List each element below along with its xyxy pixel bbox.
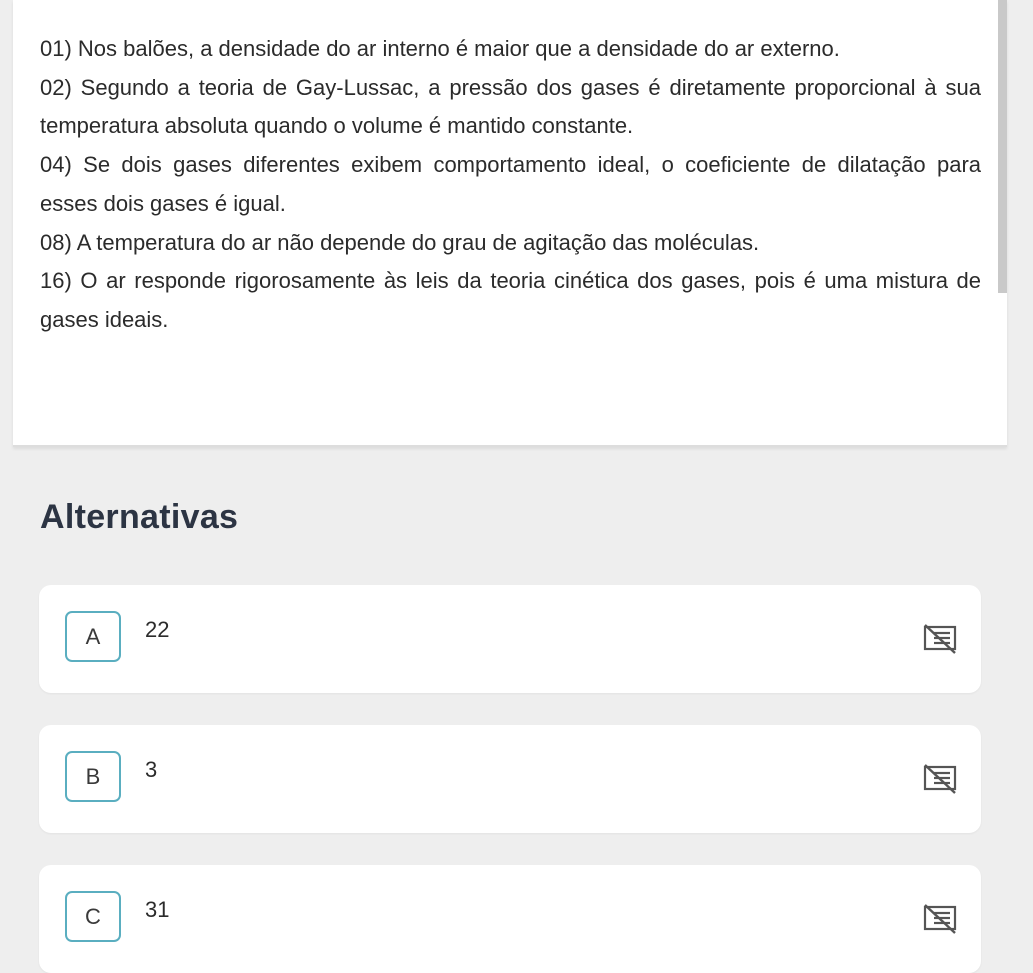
alternative-b[interactable] xyxy=(39,725,981,833)
alternative-letter: C xyxy=(65,891,121,942)
alternative-value: 3 xyxy=(145,757,158,782)
alternative-letter: A xyxy=(65,611,121,662)
question-card xyxy=(13,0,1007,447)
statement-08: 08) A temperatura do ar não depende do grau de agitação das moléculas. xyxy=(40,229,760,255)
alternatives-title: Alternativas xyxy=(40,498,239,536)
question-statements xyxy=(40,30,981,340)
statement-04: 04) Se dois gases diferentes exibem comportamento ideal, o coeficiente de dilatação para esses dois gases é igual. xyxy=(40,152,981,216)
statement-01: 01) Nos balões, a densidade do ar interno é maior que a densidade do ar externo. xyxy=(40,36,840,61)
scrollbar-thumb[interactable] xyxy=(998,0,1007,293)
eliminate-option-icon[interactable] xyxy=(922,621,958,657)
statement-02: 02) Segundo a teoria de Gay-Lussac, a pressão dos gases é diretamente proporcional à sua temperatura absoluta quando o volume é mantido constante. xyxy=(40,74,981,139)
alternative-c[interactable] xyxy=(39,865,981,973)
eliminate-option-icon[interactable] xyxy=(922,761,958,797)
alternative-value: 22 xyxy=(145,617,170,642)
eliminate-option-icon[interactable] xyxy=(922,901,958,937)
alternative-value: 31 xyxy=(145,897,170,922)
alternative-a[interactable] xyxy=(39,585,981,693)
alternative-letter: B xyxy=(65,751,121,802)
statement-16: 16) O ar responde rigorosamente às leis da teoria cinética dos gases, pois é uma mistura de gases ideais. xyxy=(40,268,981,332)
